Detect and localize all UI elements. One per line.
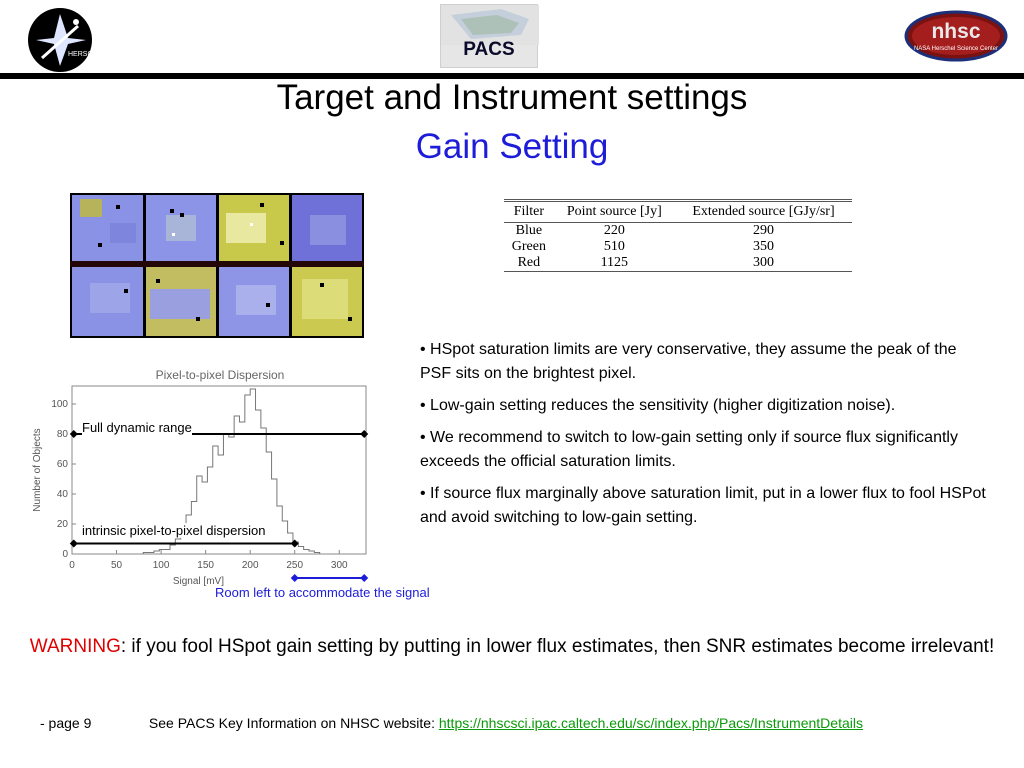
bullet-list [420,338,992,538]
bullet-item: • Low-gain setting reduces the sensitivity (higher digitization noise). [420,397,896,414]
herschel-emblem-icon [28,8,107,72]
x-tick-label: 0 [69,560,75,571]
room-start-marker [291,574,299,582]
table-header: Point source [Jy] [554,201,675,223]
table-cell: 290 [752,223,774,238]
footer-info: See PACS Key Information on NHSC website: [148,715,439,731]
herschel-logo [28,8,107,72]
full-dynamic-range-label: Full dynamic range [82,420,192,435]
nhsc-logo [904,10,1008,62]
x-tick-label: 300 [330,560,348,571]
table-header: Extended source [GJy/sr] [675,201,852,223]
nhsc-logo-text: nhsc [931,20,981,43]
warning-word: WARNING [29,636,121,657]
table-cell: Green [511,239,546,254]
nhsc-website-link[interactable]: https://nhscsci.ipac.caltech.edu/sc/index.php/Pacs/InstrumentDetails [438,715,863,731]
histogram-title: Pixel-to-pixel Dispersion [155,368,285,382]
x-tick-label: 200 [241,560,259,571]
y-tick-label: 60 [56,459,68,470]
x-tick-label: 150 [197,560,214,571]
table-cell: 1125 [554,255,675,272]
range-start-marker [70,430,78,438]
y-tick-label: 40 [56,489,68,500]
room-end-marker [360,574,368,582]
detector-pixel-map [70,193,364,338]
bullet-item: • If source flux marginally above saturation limit, put in a lower flux to fool HSPot and avoid switching to low-gain setting. [420,485,986,526]
pacs-logo-label: PACS [463,39,515,60]
dispersion-end-marker [291,540,299,548]
pacs-logo [440,4,538,68]
y-tick-label: 0 [62,549,68,560]
table-cell: 220 [603,223,625,238]
table-row [504,255,852,272]
table-cell: 510 [603,239,625,254]
table-row [504,223,852,240]
x-tick-label: 100 [152,560,170,571]
y-tick-label: 100 [51,399,68,410]
y-axis-label: Number of Objects [32,428,43,512]
table-cell: Blue [515,223,543,238]
warning-text: : if you fool HSpot gain setting by putting in lower flux estimates, then SNR estimates become irrelevant! [120,636,995,657]
table-row [504,239,852,255]
bullet-item: • We recommend to switch to low-gain setting only if source flux significantly exceeds the official saturation limits. [420,429,958,470]
x-tick-label: 250 [286,560,304,571]
table-cell: Red [504,255,554,272]
saturation-limits-table [504,199,852,272]
x-axis-label: Signal [mV] [172,576,224,587]
table-cell: 300 [675,255,852,272]
herschel-logo-text: HERSCHEL [68,51,107,58]
warning-note [0,633,1024,660]
footer [40,715,1000,731]
bullet-item: • HSpot saturation limits are very conservative, they assume the peak of the PSF sits on the brightest pixel. [420,341,957,382]
table-cell: 350 [752,239,774,254]
page-number: - page 9 [40,715,92,731]
table-header-row [504,201,852,223]
y-tick-label: 20 [56,519,68,530]
intrinsic-dispersion-label: intrinsic pixel-to-pixel dispersion [82,523,266,538]
x-tick-label: 50 [110,560,123,571]
table-header: Filter [504,201,554,223]
dispersion-start-marker [70,540,78,548]
range-end-marker [360,430,368,438]
dispersion-histogram [30,382,375,592]
y-tick-label: 80 [56,429,68,440]
slide-title: Target and Instrument settings [276,78,748,117]
slide-subtitle: Gain Setting [415,127,609,166]
room-left-label: Room left to accommodate the signal [215,585,430,600]
nhsc-logo-subtext: NASA Herschel Science Center [913,46,999,52]
